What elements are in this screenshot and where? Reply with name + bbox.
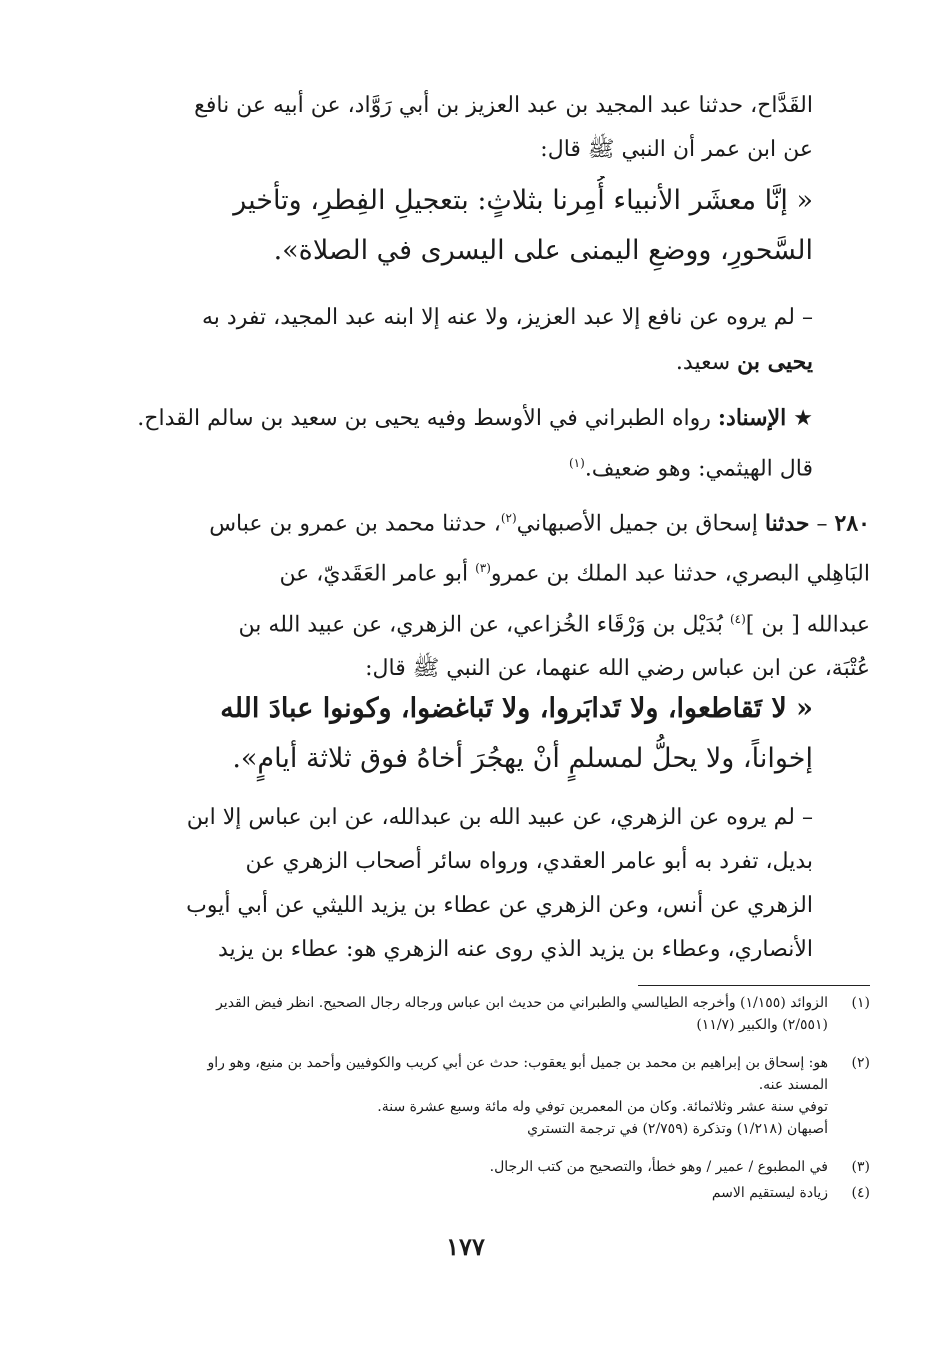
text-fragment: ، حدثنا محمد بن عمرو بن عباس (209, 511, 501, 537)
text-line (118, 496, 870, 546)
text-line (175, 546, 870, 596)
dash: – (816, 511, 828, 537)
text-fragment: أبو عامر العَقَديّ، عن (279, 561, 469, 587)
footnote-line: أصبهان (١/٢١٨) وتذكرة (٢/٧٥٩) في ترجمة التستري (527, 1121, 828, 1137)
text-fragment: بُدَيْل بن وَرْقَاء الخُزاعي، عن الزهري، عن عبيد الله بن (238, 611, 723, 637)
text-fragment: سعيد. (675, 350, 731, 375)
footnote-ref: (٣) (475, 561, 491, 576)
footnote-4 (100, 1182, 870, 1204)
text-fragment: البَاهِلي البصري، حدثنا عبد الملك بن عمرو (490, 561, 870, 587)
text-fragment: رواه الطبراني في الأوسط وفيه يحيى بن سعيد بن سالم القداح. (137, 406, 711, 431)
star-icon: ★ (793, 406, 813, 431)
text-line: الأنصاري، وعطاء بن يزيد الذي روى عنه الزهري هو: عطاء بن يزيد (217, 937, 813, 962)
footnote-line: توفي سنة عشر وثلاثمائة. وكان من المعمرين توفي وله مائة وسبع عشرة سنة. (377, 1099, 828, 1115)
footnote-number: (٢) (851, 1055, 870, 1071)
footnote-line: المسند عنه. (758, 1077, 828, 1093)
text-line: – لم يروه عن نافع إلا عبد العزيز، ولا عنه إلا ابنه عبد المجيد، تفرد به (202, 305, 813, 330)
footnote-ref: (٤) (729, 611, 746, 626)
footnote-body (100, 1052, 828, 1140)
footnote-3 (100, 1156, 870, 1178)
footnote-line: هو: إسحاق بن إبراهيم بن محمد بن جميل أبو يعقوب: حدث عن أبي كريب والكوفيين وأحمد بن منيع، وهو راو (207, 1055, 828, 1071)
footnote-row (100, 1182, 870, 1204)
hadith-text-2 (118, 684, 813, 784)
text-line: الزهري عن أنس، وعن الزهري عن عطاء بن يزيد الليثي عن أبي أيوب (186, 893, 813, 918)
hadith-line: « لا تَقاطعوا، ولا تَدابَروا، ولا تَباغضوا، وكونوا عبادَ الله (220, 693, 813, 724)
footnote-row (100, 1052, 870, 1140)
narrator-name: يحيى بن (737, 349, 813, 375)
footnote-separator (638, 985, 870, 986)
hadith-text-1 (118, 176, 813, 276)
text-fragment: إسحاق بن جميل الأصبهاني (516, 511, 758, 537)
opening-word: حدثنا (764, 510, 810, 537)
text-line: بديل، تفرد به أبو عامر العقدي، ورواه سائر أصحاب الزهري عن (245, 849, 813, 874)
footnote-number: (٤) (851, 1185, 870, 1201)
footnote-line: (٢/٥٥١) والكبير (١١/٧) (696, 1017, 828, 1033)
footnote-number: (٣) (851, 1159, 870, 1175)
text-line (118, 340, 813, 385)
footnote-body (100, 992, 828, 1036)
footnote-line: زيادة ليستقيم الاسم (711, 1185, 828, 1201)
footnote-row (100, 992, 870, 1036)
footnote-1 (100, 992, 870, 1036)
footnote-line: في المطبوع / عمير / وهو خطأ، والتصحيح من كتب الرجال. (489, 1159, 828, 1175)
hadith-280-isnad (118, 496, 870, 691)
hadith-line: السَّحورِ، ووضعِ اليمنى على اليسرى في الصلاة». (273, 235, 813, 266)
hadith-line: « إنَّا معشَر الأنبياء أُمِرنا بثلاثٍ: بتعجيلِ الفِطرِ، وتأخير (233, 185, 813, 216)
text-line: – لم يروه عن الزهري، عن عبيد الله بن عبدالله، عن ابن عباس إلا ابن (186, 805, 813, 830)
footnote-ref: (١) (568, 456, 585, 470)
text-line (118, 441, 813, 491)
footnote-body (100, 1156, 828, 1178)
footnote-2 (100, 1052, 870, 1140)
hadith-line: إخواناً، ولا يحلُّ لمسلمٍ أنْ يهجُرَ أخاهُ فوق ثلاثة أيامٍ». (232, 743, 813, 774)
text-line (118, 396, 813, 441)
text-line: القَدَّاح، حدثنا عبد المجيد بن عبد العزيز بن أبي رَوَّاد، عن أبيه عن نافع (194, 93, 813, 118)
footnote-body (100, 1182, 828, 1204)
isnad-label: الإسناد: (717, 405, 787, 431)
text-fragment: عبدالله [ بن ] (745, 611, 870, 637)
text-fragment: قال الهيثمي: وهو ضعيف. (584, 456, 813, 482)
hadith-number: ٢٨٠ (834, 510, 870, 537)
isnad-continuation (118, 84, 813, 172)
text-line (175, 597, 870, 647)
footnote-number: (١) (851, 995, 870, 1011)
page-number: ١٧٧ (446, 1232, 485, 1261)
narration-note-1 (118, 296, 813, 385)
footnote-ref: (٢) (500, 511, 517, 525)
footnote-line: الزوائد (١/١٥٥) وأخرجه الطيالسي والطبراني من حديث ابن عباس ورجاله رجال الصحيح. انظر فيض القدير (216, 995, 828, 1011)
text-line: عن ابن عمر أن النبي ﷺ قال: (540, 137, 813, 162)
isnad-grading (118, 396, 813, 491)
text-line: عُتْبَة، عن ابن عباس رضي الله عنهما، عن النبي ﷺ قال: (365, 655, 870, 681)
footnote-row (100, 1156, 870, 1178)
narration-note-2 (118, 796, 813, 972)
